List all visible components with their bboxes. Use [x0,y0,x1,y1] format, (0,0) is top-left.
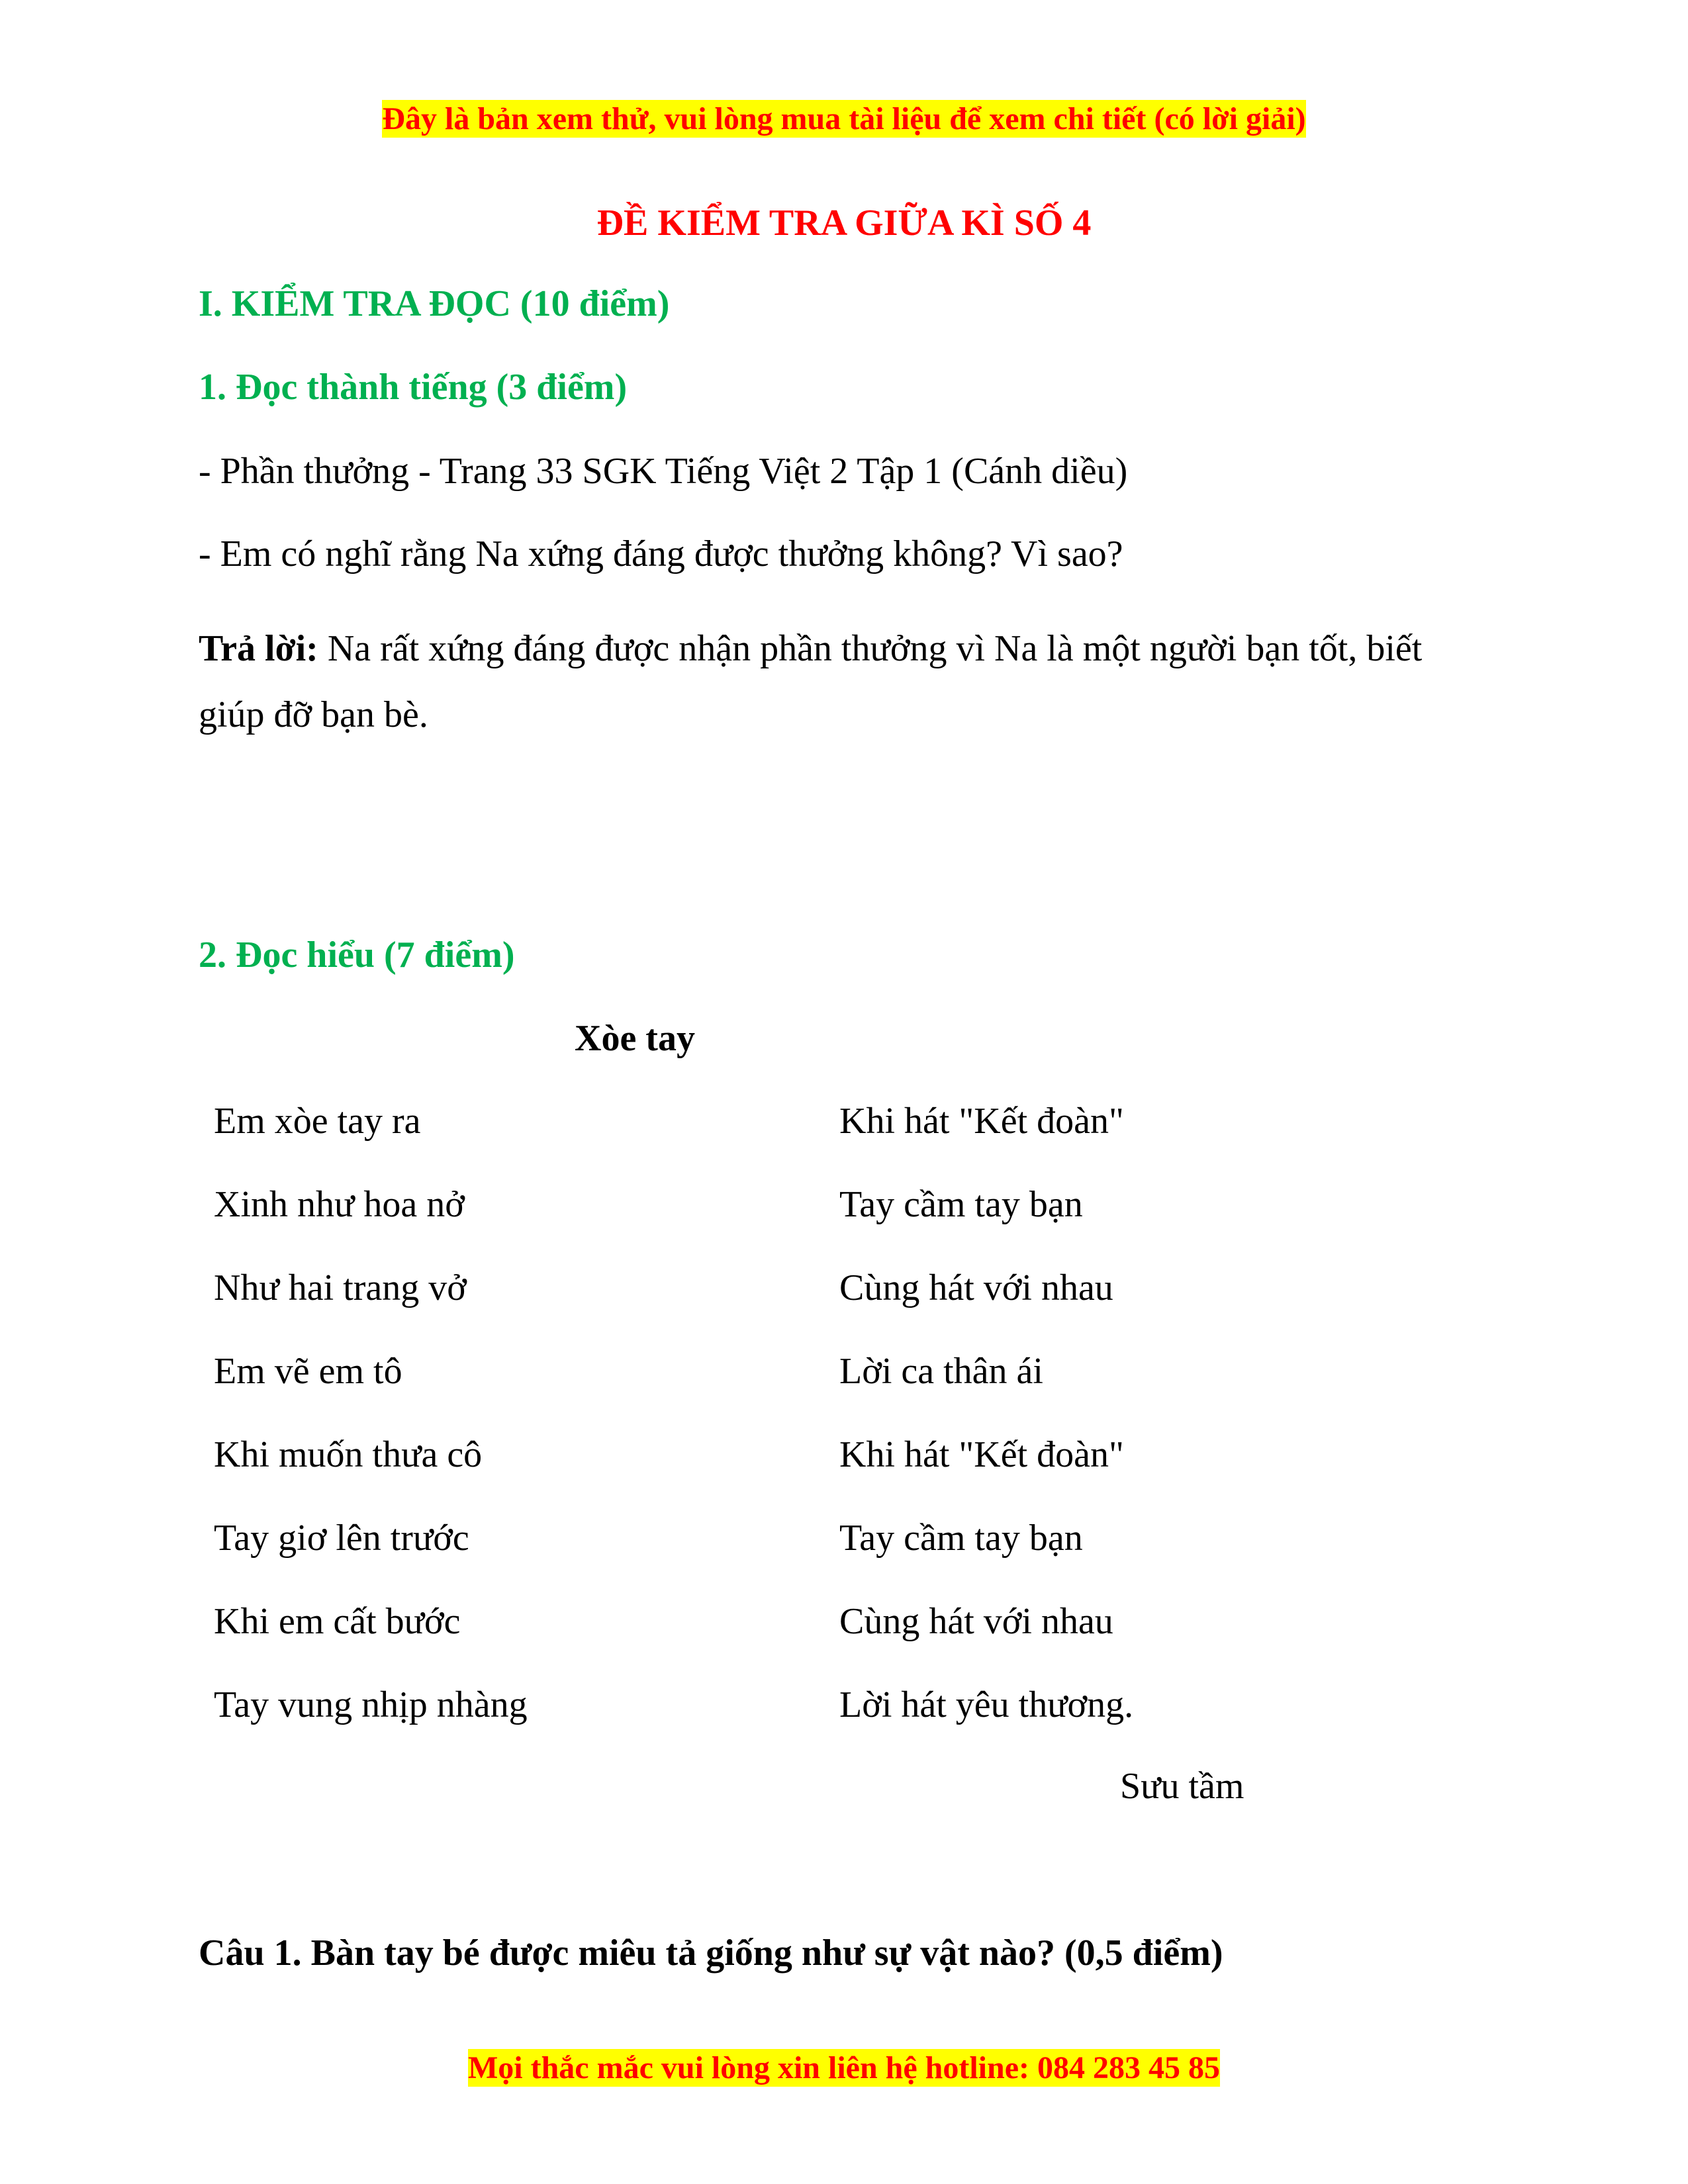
poem-line: Tay cầm tay bạn [839,1518,1083,1559]
answer-label: Trả lời: [199,628,318,669]
question-1: Câu 1. Bàn tay bé được miêu tả giống như sự vật nào? (0,5 điểm) [199,1933,1223,1974]
read-aloud-passage-reference: - Phần thưởng - Trang 33 SGK Tiếng Việt 2 Tập 1 (Cánh diều) [199,451,1128,492]
poem-line: Khi muốn thưa cô [214,1434,483,1475]
read-aloud-heading: 1. Đọc thành tiếng (3 điểm) [199,367,628,408]
poem-left-column [214,1099,528,1766]
poem-right-column [839,1099,1133,1766]
document-title: ĐỀ KIỂM TRA GIỮA KÌ SỐ 4 [596,203,1092,244]
poem-line: Cùng hát với nhau [839,1601,1113,1642]
poem-line: Tay vung nhịp nhàng [214,1684,528,1725]
poem-line: Khi hát "Kết đoàn" [839,1101,1124,1142]
hotline-banner-text: Mọi thắc mắc vui lòng xin liên hệ hotline: 084 283 45 85 [467,2050,1220,2085]
poem-line: Lời ca thân ái [839,1351,1043,1392]
poem-line: Cùng hát với nhau [839,1267,1113,1308]
poem-line: Như hai trang vở [214,1267,467,1308]
poem-title: Xòe tay [575,1018,695,1059]
read-aloud-question: - Em có nghĩ rằng Na xứng đáng được thưởng không? Vì sao? [199,533,1123,574]
poem-line: Tay cầm tay bạn [839,1184,1083,1225]
poem-line: Lời hát yêu thương. [839,1684,1134,1725]
poem-line: Xinh như hoa nở [214,1184,465,1225]
hotline-banner [0,2048,1688,2088]
poem-line: Khi hát "Kết đoàn" [839,1434,1124,1475]
poem-line: Tay giơ lên trước [214,1518,469,1559]
answer-text: Na rất xứng đáng được nhận phần thưởng vì Na là một người bạn tốt, biết giúp đỡ bạn bè. [199,628,1423,735]
read-aloud-answer [199,615,1456,748]
preview-banner-text: Đây là bản xem thử, vui lòng mua tài liệu để xem chi tiết (có lời giải) [382,101,1306,136]
poem-line: Em vẽ em tô [214,1351,402,1392]
section-reading-heading: I. KIỂM TRA ĐỌC (10 điểm) [199,283,670,324]
comprehension-heading: 2. Đọc hiểu (7 điểm) [199,934,515,976]
poem-line: Em xòe tay ra [214,1101,421,1142]
preview-banner [0,99,1688,139]
poem-source: Sưu tầm [1120,1766,1244,1807]
poem-line: Khi em cất bước [214,1601,461,1642]
